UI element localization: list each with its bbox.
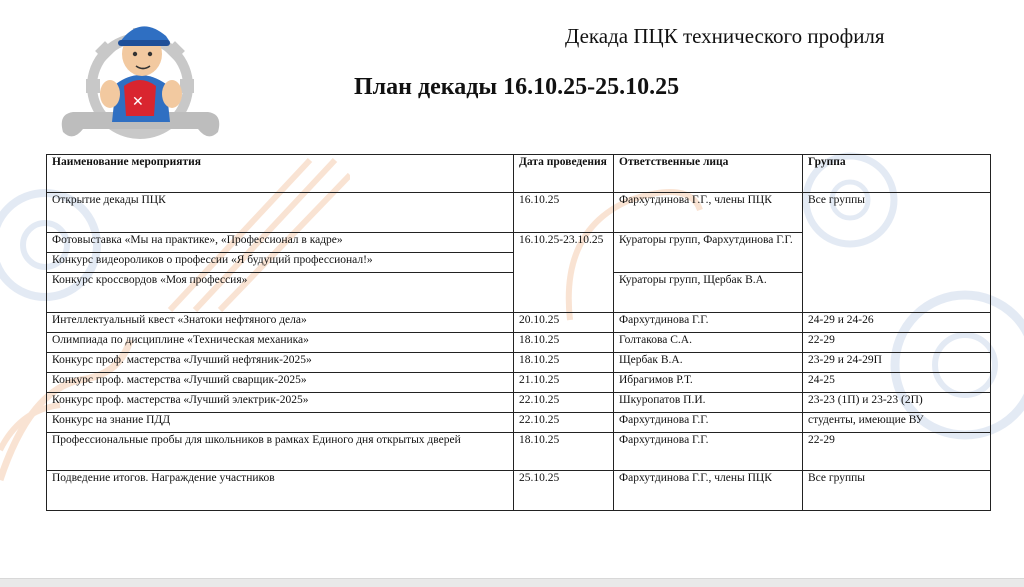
column-header-responsible: Ответственные лица bbox=[614, 155, 803, 193]
responsible-cell: Фархутдинова Г.Г. bbox=[614, 313, 803, 333]
responsible-cell: Голтакова С.А. bbox=[614, 333, 803, 353]
event-cell: Конкурс проф. мастерства «Лучший сварщик-2025» bbox=[47, 373, 514, 393]
group-cell: 24-29 и 24-26 bbox=[803, 313, 991, 333]
group-cell: 24-25 bbox=[803, 373, 991, 393]
group-cell: студенты, имеющие ВУ bbox=[803, 413, 991, 433]
table-row bbox=[47, 353, 991, 373]
group-cell: 22-29 bbox=[803, 433, 991, 471]
responsible-cell: Кураторы групп, Фархутдинова Г.Г. bbox=[614, 233, 803, 273]
event-cell: Профессиональные пробы для школьников в рамках Единого дня открытых дверей bbox=[47, 433, 514, 471]
table-row bbox=[47, 373, 991, 393]
event-cell: Конкурс кроссвордов «Моя профессия» bbox=[47, 273, 514, 313]
responsible-cell: Фархутдинова Г.Г., члены ПЦК bbox=[614, 193, 803, 233]
event-cell: Олимпиада по дисциплине «Техническая механика» bbox=[47, 333, 514, 353]
event-cell: Конкурс видеороликов о профессии «Я будущий профессионал!» bbox=[47, 253, 514, 273]
responsible-cell: Ибрагимов Р.Т. bbox=[614, 373, 803, 393]
table-row bbox=[47, 313, 991, 333]
group-cell: 23-23 (1П) и 23-23 (2П) bbox=[803, 393, 991, 413]
responsible-cell: Фархутдинова Г.Г. bbox=[614, 413, 803, 433]
date-cell: 22.10.25 bbox=[514, 413, 614, 433]
date-cell: 16.10.25-23.10.25 bbox=[514, 233, 614, 313]
responsible-cell: Шкуропатов П.И. bbox=[614, 393, 803, 413]
event-cell: Открытие декады ПЦК bbox=[47, 193, 514, 233]
group-cell: 22-29 bbox=[803, 333, 991, 353]
event-cell: Конкурс проф. мастерства «Лучший нефтяник-2025» bbox=[47, 353, 514, 373]
events-table bbox=[46, 154, 991, 511]
responsible-cell: Щербак В.А. bbox=[614, 353, 803, 373]
page-bottom-bar bbox=[0, 578, 1024, 587]
mechanic-gear-logo-icon bbox=[58, 14, 223, 144]
table-row bbox=[47, 433, 991, 471]
event-cell: Подведение итогов. Награждение участников bbox=[47, 471, 514, 511]
date-cell: 25.10.25 bbox=[514, 471, 614, 511]
group-cell: Все группы bbox=[803, 471, 991, 511]
date-cell: 18.10.25 bbox=[514, 333, 614, 353]
date-cell: 16.10.25 bbox=[514, 193, 614, 233]
event-cell: Фотовыставка «Мы на практике», «Профессионал в кадре» bbox=[47, 233, 514, 253]
page-header-title: Декада ПЦК технического профиля bbox=[565, 24, 885, 48]
date-cell: 21.10.25 bbox=[514, 373, 614, 393]
svg-text:✕: ✕ bbox=[132, 94, 144, 110]
group-cell-merged: Все группы bbox=[803, 193, 991, 313]
column-header-group: Группа bbox=[803, 155, 991, 193]
date-cell: 18.10.25 bbox=[514, 433, 614, 471]
table-row bbox=[47, 413, 991, 433]
table-row bbox=[47, 333, 991, 353]
plan-title: План декады 16.10.25-25.10.25 bbox=[354, 74, 680, 100]
group-cell: 23-29 и 24-29П bbox=[803, 353, 991, 373]
table-row bbox=[47, 193, 991, 233]
responsible-cell: Фархутдинова Г.Г. bbox=[614, 433, 803, 471]
table-row bbox=[47, 471, 991, 511]
column-header-event: Наименование мероприятия bbox=[47, 155, 514, 193]
responsible-cell: Кураторы групп, Щербак В.А. bbox=[614, 273, 803, 313]
event-cell: Конкурс проф. мастерства «Лучший электрик-2025» bbox=[47, 393, 514, 413]
date-cell: 22.10.25 bbox=[514, 393, 614, 413]
event-cell: Интеллектуальный квест «Знатоки нефтяного дела» bbox=[47, 313, 514, 333]
event-cell: Конкурс на знание ПДД bbox=[47, 413, 514, 433]
responsible-cell: Фархутдинова Г.Г., члены ПЦК bbox=[614, 471, 803, 511]
column-header-date: Дата проведения bbox=[514, 155, 614, 193]
table-row bbox=[47, 393, 991, 413]
table-header-row bbox=[47, 155, 991, 193]
date-cell: 20.10.25 bbox=[514, 313, 614, 333]
date-cell: 18.10.25 bbox=[514, 353, 614, 373]
